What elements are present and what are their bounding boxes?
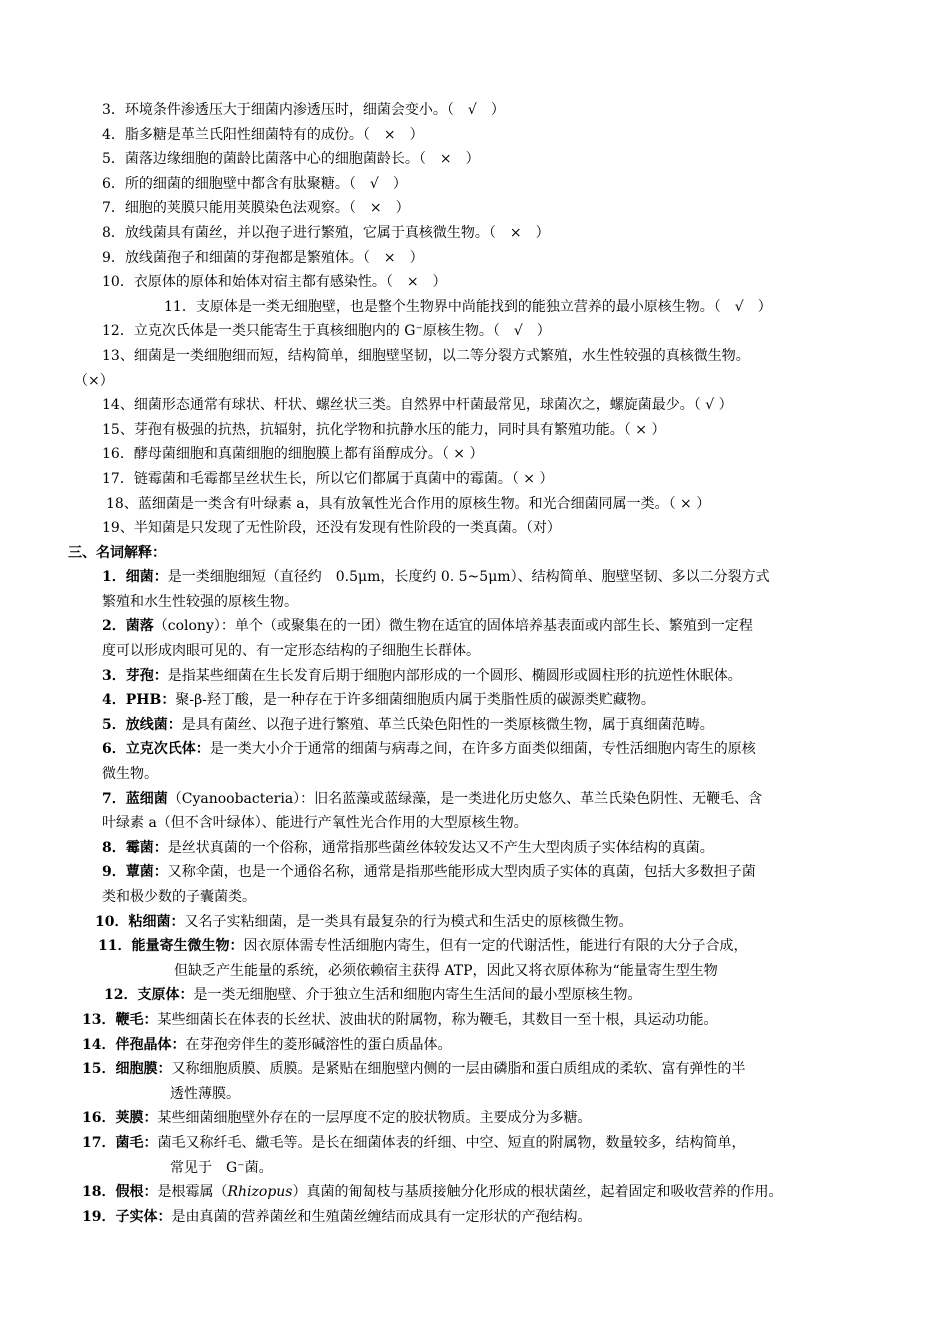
definition-body: 是一类细胞细短（直径约 0.5μm，长度约 0. 5~5μm）、结构简单、胞壁坚韧、多以二分裂方式 (167, 569, 770, 586)
definition-item (0, 1131, 950, 1156)
definition-continuation: 度可以形成肉眼可见的、有一定形态结构的子细胞生长群体。 (102, 643, 480, 660)
definition-term: 13．鞭毛： (82, 1011, 158, 1028)
definition-body: （colony）：单个（或聚集在的一团）微生物在适宜的固体培养基表面或内部生长、繁殖到一定程 (153, 618, 753, 635)
definition-body: 在芽孢旁伴生的菱形碱溶性的蛋白质晶体。 (185, 1036, 452, 1053)
definition-item (0, 713, 950, 738)
judgement-item: 14、细菌形态通常有球状、杆状、螺丝状三类。自然界中杆菌最常见，球菌次之，螺旋菌最少。（ √ ） (102, 397, 733, 414)
judgement-item: 13、细菌是一类细胞细而短，结构简单，细胞壁坚韧，以二等分裂方式繁殖，水生性较强的真核微生物。 (102, 347, 750, 364)
definition-body: 是根霉属（ (157, 1184, 228, 1201)
definition-body: 是一类无细胞壁、介于独立生活和细胞内寄生生活间的最小型原核生物。 (193, 987, 642, 1004)
definition-term: 9．蕈菌： (102, 864, 168, 881)
definition-item (0, 983, 950, 1008)
definition-body: 是指某些细菌在生长发育后期于细胞内部形成的一个圆形、椭圆形或圆柱形的抗逆性休眠体。 (167, 667, 742, 684)
definition-item (0, 836, 950, 861)
definition-term: 4．PHB： (102, 692, 176, 709)
definition-body: 又称细胞质膜、质膜。是紧贴在细胞壁内侧的一层由磷脂和蛋白质组成的柔软、富有弹性的半 (171, 1061, 746, 1078)
judgement-item: 17．链霉菌和毛霉都呈丝状生长，所以它们都属于真菌中的霉菌。（ × ） (102, 470, 554, 487)
definition-body: （Cyanoobacteria）：旧名蓝藻或蓝绿藻，是一类进化历史悠久、革兰氏染色阴性、无鞭毛、含 (167, 790, 763, 807)
judgement-item: 12．立克次氏体是一类只能寄生于真核细胞内的 G⁻原核生物。（ √ ） (102, 323, 551, 340)
definition-body: 菌毛又称纤毛、繖毛等。是长在细菌体表的纤细、中空、短直的附属物，数量较多，结构简单， (157, 1134, 746, 1151)
definition-body: ）真菌的匍匐枝与基质接触分化形成的根状菌丝，起着固定和吸收营养的作用。 (292, 1184, 783, 1201)
definition-body: 聚-β-羟丁酸，是一种存在于许多细菌细胞质内属于类脂性质的碳源类贮藏物。 (175, 692, 655, 709)
definition-body: 又名子实粘细菌，是一类具有最复杂的行为模式和生活史的原核微生物。 (184, 913, 633, 930)
definition-continuation: 微生物。 (102, 766, 158, 783)
definition-term: 17．菌毛： (82, 1134, 158, 1151)
definition-body: 又称伞菌，也是一个通俗名称，通常是指那些能形成大型肉质子实体的真菌，包括大多数担子菌 (167, 864, 756, 881)
judgement-item: 16．酵母菌细胞和真菌细胞的细胞膜上都有甾醇成分。（ × ） (102, 446, 484, 463)
definition-body: 是一类大小介于通常的细菌与病毒之间，在许多方面类似细菌，专性活细胞内寄生的原核 (209, 741, 756, 758)
definition-item (0, 860, 950, 885)
judgement-item-continuation: （×） (74, 372, 114, 389)
definition-term: 1．细菌： (102, 569, 168, 586)
definition-term: 3．芽孢： (102, 667, 168, 684)
judgement-item: 6．所的细菌的细胞壁中都含有肽聚糖。（ √ ） (102, 175, 407, 192)
definition-item (0, 1033, 950, 1058)
definition-continuation: 类和极少数的子囊菌类。 (102, 889, 256, 905)
definition-term: 5．放线菌： (102, 716, 182, 733)
judgement-item: 7．细胞的荚膜只能用荚膜染色法观察。（ × ） (102, 200, 410, 217)
definition-continuation: 常见于 G⁻菌。 (170, 1159, 273, 1176)
definition-term: 6．立克次氏体： (102, 741, 210, 758)
judgement-item: 11．支原体是一类无细胞壁，也是整个生物界中尚能找到的能独立营养的最小原核生物。（ √ ） (164, 298, 772, 315)
definition-item (0, 787, 950, 812)
definition-continuation: 繁殖和水生性较强的原核生物。 (102, 593, 298, 610)
definition-body: 是丝状真菌的一个俗称，通常指那些菌丝体较发达又不产生大型肉质子实体结构的真菌。 (167, 839, 714, 856)
definition-item (0, 565, 950, 590)
definition-term: 14．伴孢晶体： (82, 1036, 186, 1053)
definition-item (0, 688, 950, 713)
definition-term: 7．蓝细菌 (102, 790, 168, 807)
definition-body: 某些细菌长在体表的长丝状、波曲状的附属物，称为鞭毛，其数目一至十根，具运动功能。 (157, 1011, 718, 1028)
definition-term: 2．菌落 (102, 618, 154, 635)
definition-item (0, 910, 950, 935)
definition-item (0, 614, 950, 639)
definition-item (0, 1106, 950, 1131)
definition-body-italic: Rhizopus (227, 1184, 293, 1201)
section-title: 三、名词解释： (68, 544, 166, 561)
definition-term: 12．支原体： (104, 987, 194, 1004)
definition-term: 8．霉菌： (102, 839, 168, 856)
definition-term: 11．能量寄生微生物： (98, 938, 244, 955)
judgement-item: 15、芽孢有极强的抗热，抗辐射，抗化学物和抗静水压的能力，同时具有繁殖功能。（ × ） (102, 421, 666, 438)
definition-term: 18．假根： (82, 1184, 158, 1201)
definition-body: 是具有菌丝、以孢子进行繁殖、革兰氏染色阳性的一类原核微生物，属于真细菌范畴。 (181, 716, 714, 733)
definition-continuation: 透性薄膜。 (170, 1085, 240, 1102)
judgement-item: 3．环境条件渗透压大于细菌内渗透压时，细菌会变小。（ √ ） (102, 102, 505, 118)
definition-item (0, 934, 950, 959)
definition-body: 某些细菌细胞壁外存在的一层厚度不定的胶状物质。主要成分为多糖。 (157, 1110, 592, 1127)
judgement-item: 4．脂多糖是革兰氏阳性细菌特有的成份。（ × ） (102, 126, 424, 143)
judgement-item: 8．放线菌具有菌丝，并以孢子进行繁殖，它属于真核微生物。（ × ） (102, 224, 550, 241)
definition-item (0, 737, 950, 762)
definition-term: 15．细胞膜： (82, 1061, 172, 1078)
judgement-item: 5．菌落边缘细胞的菌龄比菌落中心的细胞菌龄长。（ × ） (102, 151, 480, 168)
definition-term: 19．子实体： (82, 1208, 172, 1225)
judgement-item: 10．衣原体的原体和始体对宿主都有感染性。（ × ） (102, 274, 447, 291)
definition-item (0, 1180, 950, 1205)
document-page (0, 98, 950, 1229)
judgement-item: 9．放线菌孢子和细菌的芽孢都是繁殖体。（ × ） (102, 249, 424, 266)
definition-item (0, 1008, 950, 1033)
definition-body: 因衣原体需专性活细胞内寄生，但有一定的代谢活性，能进行有限的大分子合成， (243, 938, 748, 955)
definition-item (0, 1205, 950, 1230)
definition-item (0, 664, 950, 689)
definition-continuation: 叶绿素 a（但不含叶绿体）、能进行产氧性光合作用的大型原核生物。 (102, 815, 528, 832)
definition-continuation: 但缺乏产生能量的系统，必须依赖宿主获得 ATP，因此又将衣原体称为“能量寄生型生物 (174, 962, 718, 979)
definition-term: 10．粘细菌： (95, 913, 185, 930)
definition-body: 是由真菌的营养菌丝和生殖菌丝缠结而成具有一定形状的产孢结构。 (171, 1208, 592, 1225)
judgement-item: 18、蓝细菌是一类含有叶绿素 a，具有放氧性光合作用的原核生物。和光合细菌同属一类。（ × ） (106, 495, 711, 512)
definition-item (0, 1057, 950, 1082)
judgement-item: 19、半知菌是只发现了无性阶段，还没有发现有性阶段的一类真菌。（对） (102, 520, 561, 537)
definition-term: 16．荚膜： (82, 1110, 158, 1127)
